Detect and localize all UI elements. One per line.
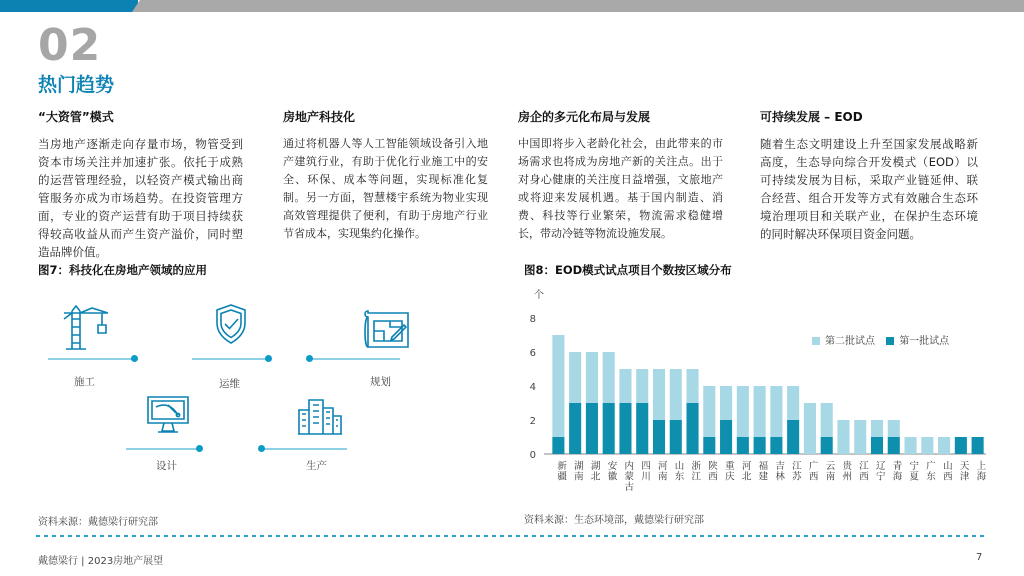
connector-dot	[196, 445, 203, 452]
x-tick-label: 辽宁	[876, 461, 886, 483]
bar-second-batch	[737, 386, 749, 437]
bar-first-batch	[787, 420, 799, 454]
bar-second-batch	[636, 369, 648, 403]
bar-second-batch	[670, 369, 682, 420]
bar-first-batch	[586, 403, 598, 454]
fig7-source: 资料来源：戴德梁行研究部	[38, 517, 158, 528]
label-planning: 规划	[370, 376, 391, 388]
buildings-icon	[297, 398, 343, 440]
x-tick-label: 广东	[926, 461, 936, 483]
top-decor-bar	[0, 0, 1024, 12]
connector-line	[192, 358, 267, 360]
x-tick-label: 广西	[808, 461, 819, 483]
blueprint-icon	[362, 307, 412, 353]
trend-title: 可持续发展 – EOD	[760, 110, 863, 124]
legend-label-second: 第二批试点	[825, 336, 875, 347]
bar-second-batch	[569, 352, 581, 403]
bar-first-batch	[636, 403, 648, 454]
y-axis-unit: 个	[534, 290, 544, 301]
legend-swatch-first	[886, 337, 894, 345]
section-number: 02	[38, 20, 102, 71]
trend-body: 中国即将步入老龄化社会，由此带来的市场需求也将成为房地产新的关注点。出于对身心健康的关注度日益增强，文旅地产或将迎来发展机遇。基于国内制造、消费、科技等行业繁荣，物流需求稳健增长，带动冷链等物流设施发展。	[518, 137, 723, 240]
bar-first-batch	[972, 437, 984, 454]
x-tick-label: 云南	[825, 461, 836, 483]
trend-column-1	[38, 108, 243, 261]
top-bar-accent	[0, 0, 138, 12]
bar-second-batch	[720, 386, 732, 420]
bar-first-batch	[720, 420, 732, 454]
x-tick-label: 内蒙古	[624, 461, 634, 493]
x-tick-label: 吉林	[775, 461, 785, 483]
trend-body: 当房地产逐渐走向存量市场，物管受到资本市场关注并加速扩张。依托于成熟的运营管理经验，以轻资产模式输出商管服务亦成为市场趋势。在投资管理方面，专业的资产运营有助于项目持续获得较高收益从而产生资产溢价，同时塑造品牌价值。	[38, 137, 243, 259]
bar-second-batch	[703, 386, 715, 437]
trend-body: 随着生态文明建设上升至国家发展战略新高度，生态导向综合开发模式（EOD）以可持续发展为目标，采取产业链延伸、联合经营、组合开发等方式有效融合生态环境治理项目和关联产业，在保护生态环境的同时解决环保项目资金问题。	[760, 137, 978, 241]
x-tick-label: 安徽	[607, 461, 618, 483]
bar-first-batch	[569, 403, 581, 454]
eod-bar-chart	[524, 282, 994, 507]
bar-first-batch	[871, 437, 883, 454]
bar-second-batch	[619, 369, 631, 403]
bar-first-batch	[687, 403, 699, 454]
bar-second-batch	[804, 403, 816, 454]
bar-second-batch	[921, 437, 933, 454]
footer-divider	[36, 535, 986, 537]
y-tick-label: 4	[529, 382, 536, 393]
fig8-title: 图8：EOD模式试点项目个数按区域分布	[524, 263, 732, 277]
bar-second-batch	[821, 403, 833, 437]
trend-column-4	[760, 108, 978, 243]
bar-second-batch	[905, 437, 917, 454]
x-tick-label: 新疆	[557, 461, 567, 483]
label-production: 生产	[306, 460, 327, 472]
connector-dot	[131, 355, 138, 362]
x-tick-label: 天津	[959, 461, 970, 483]
bar-first-batch	[737, 437, 749, 454]
x-tick-label: 江苏	[792, 461, 802, 483]
trend-column-2	[283, 108, 488, 243]
x-tick-label: 河北	[741, 461, 752, 483]
connector-line	[48, 358, 133, 360]
connector-line	[126, 448, 198, 450]
bar-second-batch	[787, 386, 799, 420]
shield-check-icon	[214, 303, 248, 349]
connector-dot	[258, 445, 265, 452]
bar-second-batch	[687, 369, 699, 403]
x-tick-label: 河南	[658, 461, 668, 483]
x-tick-label: 重庆	[725, 461, 735, 483]
legend-label-first: 第一批试点	[899, 336, 950, 347]
x-tick-label: 福建	[758, 461, 769, 483]
label-construction: 施工	[74, 376, 95, 388]
fig7-title: 图7：科技化在房地产领域的应用	[38, 263, 207, 277]
y-tick-label: 6	[529, 348, 536, 359]
trend-title: “大资管”模式	[38, 110, 114, 124]
top-bar-gray	[132, 0, 1024, 12]
bar-second-batch	[938, 437, 950, 454]
connector-dot	[306, 355, 313, 362]
bar-first-batch	[754, 437, 766, 454]
connector-dot	[265, 355, 272, 362]
legend-swatch-second	[812, 337, 820, 345]
x-tick-label: 浙江	[691, 461, 702, 483]
bar-first-batch	[552, 437, 564, 454]
bar-second-batch	[888, 420, 900, 437]
x-tick-label: 宁夏	[909, 461, 920, 483]
x-tick-label: 陕西	[708, 461, 718, 483]
x-tick-label: 青海	[892, 461, 903, 483]
x-tick-label: 山东	[674, 461, 685, 483]
trend-title: 房企的多元化布局与发展	[518, 110, 651, 124]
bar-second-batch	[854, 420, 866, 454]
bar-second-batch	[586, 352, 598, 403]
bar-first-batch	[770, 437, 782, 454]
x-tick-label: 上海	[976, 461, 987, 483]
bar-first-batch	[653, 420, 665, 454]
bar-second-batch	[770, 386, 782, 437]
bar-second-batch	[837, 420, 849, 454]
x-tick-label: 湖北	[590, 461, 601, 483]
x-tick-label: 江西	[859, 461, 869, 483]
y-tick-label: 2	[529, 416, 536, 427]
bar-second-batch	[754, 386, 766, 437]
bar-first-batch	[670, 420, 682, 454]
page-number: 7	[976, 552, 983, 563]
chart-legend	[812, 332, 949, 347]
x-tick-label: 贵州	[842, 461, 852, 483]
bar-second-batch	[603, 352, 615, 403]
bar-first-batch	[888, 437, 900, 454]
connector-line	[262, 448, 347, 450]
x-tick-label: 四川	[641, 461, 651, 483]
bar-second-batch	[653, 369, 665, 420]
fig8-source: 资料来源：生态环境部，戴德梁行研究部	[524, 515, 704, 526]
x-tick-label: 湖南	[574, 461, 584, 483]
bar-first-batch	[821, 437, 833, 454]
y-tick-label: 0	[529, 450, 536, 461]
bar-first-batch	[703, 437, 715, 454]
section-title: 热门趋势	[38, 74, 115, 96]
label-design: 设计	[156, 460, 177, 472]
trend-title: 房地产科技化	[283, 110, 356, 124]
bar-first-batch	[603, 403, 615, 454]
trend-body: 通过将机器人等人工智能领域设备引入地产建筑行业，有助于优化行业施工中的安全、环保、成本等问题，实现标准化复制。另一方面，智慧楼宇系统为物业实现高效管理提供了便利，有助于房地产行业节省成本，实现集约化操作。	[283, 137, 488, 240]
connector-line	[310, 358, 400, 360]
bar-first-batch	[619, 403, 631, 454]
monitor-design-icon	[146, 395, 190, 439]
bar-first-batch	[955, 437, 967, 454]
crane-icon	[62, 305, 112, 355]
bar-second-batch	[552, 335, 564, 437]
x-tick-label: 山西	[943, 461, 953, 483]
y-tick-label: 8	[529, 314, 536, 325]
bar-second-batch	[871, 420, 883, 437]
footer-report-name: 戴德梁行 | 2023房地产展望	[38, 556, 164, 567]
trend-column-3	[518, 108, 723, 243]
label-operation: 运维	[219, 378, 240, 390]
